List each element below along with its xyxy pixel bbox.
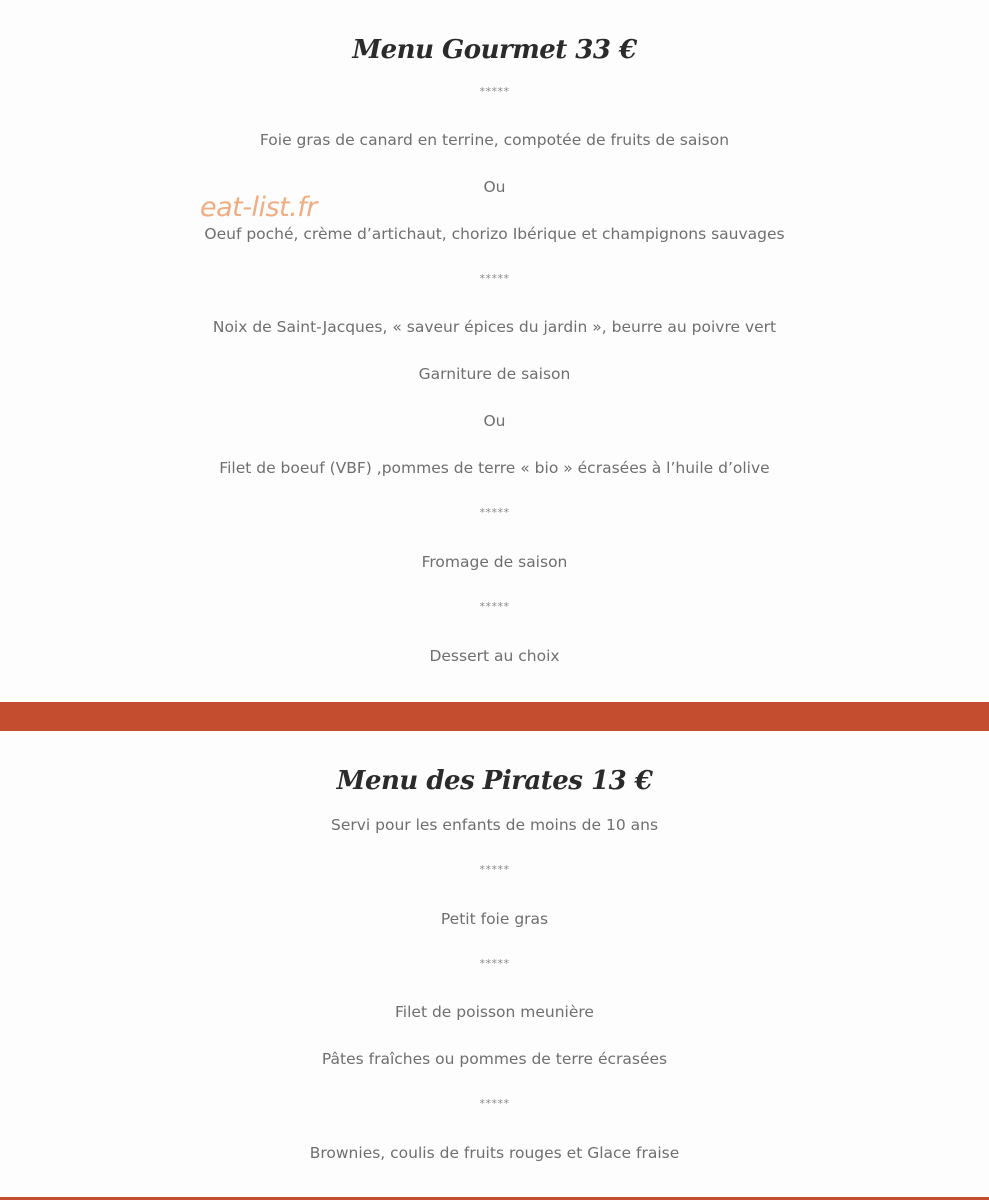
main-option-2: Filet de boeuf (VBF) ,pommes de terre « bio » écrasées à l’huile d’olive [219,459,770,477]
main-garnish: Garniture de saison [418,365,571,383]
separator: ***** [479,863,510,876]
starter-option-2: Oeuf poché, crème d’artichaut, chorizo Ibérique et champignons sauvages [204,225,785,243]
separator: ***** [479,600,510,613]
main-option-1: Noix de Saint-Jacques, « saveur épices du jardin », beurre au poivre vert [212,318,777,336]
section-divider [0,702,989,731]
menu-pirates-section [0,731,989,1197]
menu-gourmet-title: Menu Gourmet 33 € [352,35,637,65]
separator: ***** [479,272,510,285]
option-or: Ou [483,412,506,430]
kids-side: Pâtes fraîches ou pommes de terre écrasées [321,1050,668,1068]
separator: ***** [479,85,510,98]
kids-starter: Petit foie gras [440,910,549,928]
option-or: Ou [483,178,506,196]
kids-dessert: Brownies, coulis de fruits rouges et Glace fraise [309,1144,680,1162]
starter-option-1: Foie gras de canard en terrine, compotée de fruits de saison [259,131,730,149]
separator: ***** [479,1097,510,1110]
kids-main: Filet de poisson meunière [395,1003,594,1021]
cheese-course: Fromage de saison [421,553,568,571]
menu-pirates-title: Menu des Pirates 13 € [336,766,653,796]
watermark-logo: eat-list.fr [200,192,317,223]
menu-pirates-subtitle: Servi pour les enfants de moins de 10 ans [330,816,659,834]
separator: ***** [479,957,510,970]
dessert-course: Dessert au choix [429,647,560,665]
separator: ***** [479,506,510,519]
